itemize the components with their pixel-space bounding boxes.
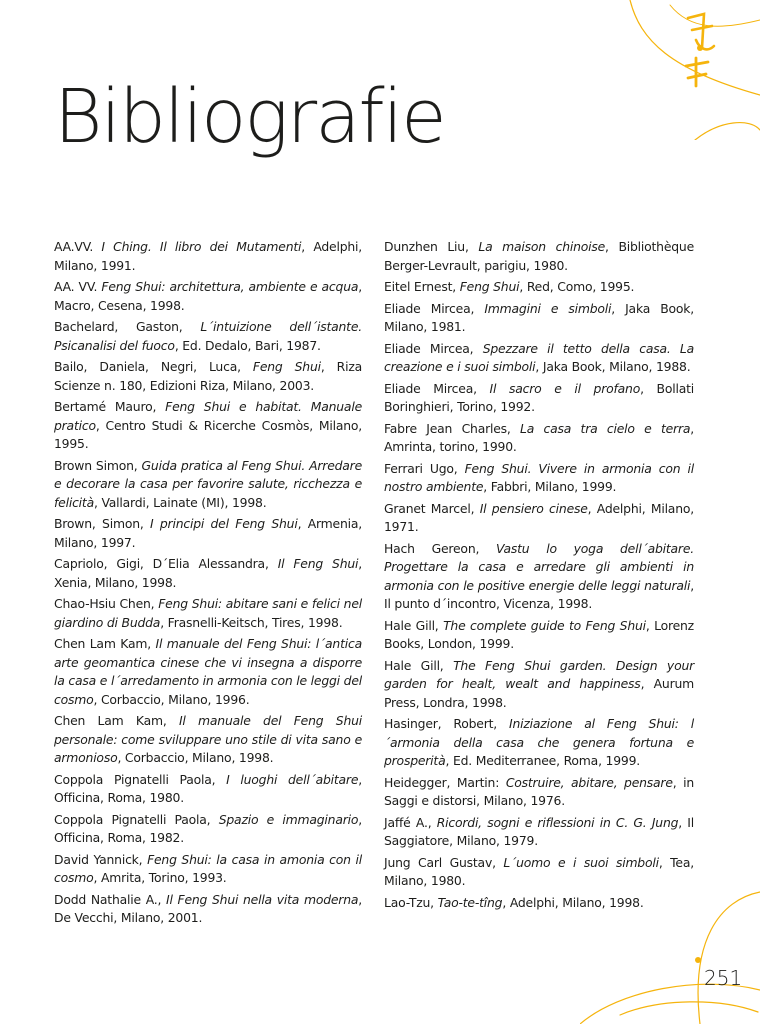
entry-title: La maison chinoise bbox=[478, 239, 606, 254]
bibliography-entry bbox=[54, 851, 362, 888]
bibliography-entry bbox=[384, 814, 694, 851]
bibliography-entry bbox=[54, 595, 362, 632]
entry-text: Hasinger, Robert, bbox=[384, 716, 509, 731]
entry-title: Feng Shui: architettura, ambiente e acqua bbox=[101, 279, 359, 294]
entry-text: , Ed. Dedalo, Bari, 1987. bbox=[174, 337, 321, 353]
bibliography-entry bbox=[54, 515, 362, 552]
entry-title: I Ching. Il libro dei Mutamenti bbox=[101, 239, 302, 254]
entry-title: Immagini e simboli bbox=[484, 300, 612, 316]
bibliography-entry bbox=[54, 635, 362, 709]
entry-text: Hach Gereon, bbox=[384, 540, 496, 556]
page-number: 251 bbox=[704, 966, 743, 990]
bibliography-entry bbox=[384, 278, 694, 297]
bibliography-entry bbox=[54, 457, 362, 513]
entry-text: , Aurum Press, Londra, 1998. bbox=[384, 676, 694, 710]
entry-text: Dunzhen Liu, bbox=[384, 239, 479, 254]
entry-text: Chen Lam Kam, bbox=[54, 636, 156, 651]
bibliography-entry bbox=[384, 238, 694, 275]
entry-text: , Corbaccio, Milano, 1996. bbox=[93, 691, 250, 707]
entry-title: Il manuale del Feng Shui: l´antica arte geomantica cinese che vi insegna a disporre la casa e l´arredamento in armonia con le leggi del cosmo bbox=[54, 636, 362, 707]
entry-title: Feng Shui bbox=[459, 279, 520, 294]
entry-title: Il pensiero cinese bbox=[479, 500, 588, 516]
page-title: Bibliografie bbox=[54, 74, 445, 160]
entry-title: Il manuale del Feng Shui personale: come sviluppare uno stile di vita sano e armonioso bbox=[54, 713, 362, 765]
bibliography-entry bbox=[54, 771, 362, 808]
entry-text: , Bibliothèque Berger-Levrault, parigiu, 1980. bbox=[384, 239, 694, 273]
entry-title: Tao-te-tîng bbox=[437, 894, 503, 910]
entry-text: , Bollati Boringhieri, Torino, 1992. bbox=[384, 380, 694, 414]
entry-text: , Officina, Roma, 1982. bbox=[54, 811, 362, 845]
bibliography-entry bbox=[384, 340, 694, 377]
entry-title: Feng Shui bbox=[252, 359, 321, 374]
entry-text: , Armenia, Milano, 1997. bbox=[54, 516, 363, 550]
entry-text: Eliade Mircea, bbox=[384, 380, 490, 396]
bibliography-entry bbox=[54, 398, 362, 454]
entry-text: , Red, Como, 1995. bbox=[519, 279, 635, 294]
entry-text: , Lorenz Books, London, 1999. bbox=[384, 617, 694, 651]
entry-text: Hale Gill, bbox=[384, 617, 444, 633]
entry-text: , Jaka Book, Milano, 1988. bbox=[535, 359, 691, 374]
entry-title: La casa tra cielo e terra bbox=[520, 420, 691, 436]
entry-text: , Riza Scienze n. 180, Edizioni Riza, Milano, 2003. bbox=[54, 359, 363, 393]
entry-text: , Jaka Book, Milano, 1981. bbox=[384, 300, 694, 334]
bibliography-entry bbox=[384, 540, 694, 614]
entry-text: Coppola Pignatelli Paola, bbox=[54, 811, 219, 827]
bibliography-entry bbox=[54, 555, 362, 592]
bibliography-entry bbox=[384, 657, 694, 713]
bibliography-entry bbox=[384, 300, 694, 337]
entry-text: , Amrinta, torino, 1990. bbox=[384, 420, 694, 454]
bibliography-entry bbox=[54, 278, 362, 315]
entry-text: , Ed. Mediterranee, Roma, 1999. bbox=[445, 753, 641, 768]
entry-text: , Adelphi, Milano, 1991. bbox=[54, 239, 363, 273]
entry-text: Dodd Nathalie A., bbox=[54, 891, 167, 907]
entry-title: Feng Shui. Vivere in armonia con il nostro ambiente bbox=[384, 460, 694, 494]
entry-text: Bailo, Daniela, Negri, Luca, bbox=[54, 359, 253, 374]
entry-text: Fabre Jean Charles, bbox=[384, 420, 521, 436]
entry-title: Guida pratica al Feng Shui. Arredare e decorare la casa per favorire salute, ricchezza e felicità bbox=[54, 457, 363, 510]
entry-text: Ferrari Ugo, bbox=[384, 460, 465, 476]
entry-text: , Xenia, Milano, 1998. bbox=[54, 556, 362, 590]
entry-title: I luoghi dell´abitare bbox=[226, 771, 359, 787]
entry-title: Costruire, abitare, pensare bbox=[505, 774, 673, 790]
entry-text: Capriolo, Gigi, D´Elia Alessandra, bbox=[54, 556, 278, 571]
entry-text: , Amrita, Torino, 1993. bbox=[93, 870, 227, 885]
bibliography-entry bbox=[384, 380, 694, 417]
entry-title: Il Feng Shui nella vita moderna bbox=[166, 891, 359, 907]
bibliography-entry bbox=[384, 420, 694, 457]
bibliography-entry bbox=[54, 318, 362, 355]
entry-title: L´uomo e i suoi simboli bbox=[503, 854, 659, 870]
entry-text: , Il Saggiatore, Milano, 1979. bbox=[384, 814, 694, 848]
entry-text: , Officina, Roma, 1980. bbox=[54, 771, 362, 805]
entry-text: Lao-Tzu, bbox=[384, 894, 438, 910]
bibliography-column-right bbox=[384, 238, 694, 915]
entry-text: , Vallardi, Lainate (MI), 1998. bbox=[93, 494, 267, 510]
entry-text: AA. VV. bbox=[54, 279, 102, 294]
calligraphy-ornament-top bbox=[600, 0, 760, 140]
entry-title: Feng Shui e habitat. Manuale pratico bbox=[54, 399, 362, 433]
entry-text: , Centro Studi & Ricerche Cosmòs, Milano, 1995. bbox=[54, 417, 362, 451]
entry-title: Feng Shui: la casa in amonia con il cosmo bbox=[54, 851, 362, 885]
entry-title: Spazio e immaginario bbox=[218, 811, 359, 827]
entry-text: Granet Marcel, bbox=[384, 500, 480, 516]
entry-title: The Feng Shui garden. Design your garden for healt, wealt and happiness bbox=[384, 657, 694, 691]
bibliography-entry bbox=[384, 774, 694, 811]
bibliography-entry bbox=[384, 617, 694, 654]
entry-text: AA.VV. bbox=[54, 239, 102, 254]
entry-text: , Fabbri, Milano, 1999. bbox=[483, 479, 617, 494]
entry-title: Il Feng Shui bbox=[277, 556, 359, 571]
entry-text: Eitel Ernest, bbox=[384, 279, 460, 294]
entry-text: , Corbaccio, Milano, 1998. bbox=[117, 750, 274, 765]
entry-text: , Il punto d´incontro, Vicenza, 1998. bbox=[384, 577, 694, 611]
bibliography-column-left bbox=[54, 238, 362, 931]
bibliography-entry bbox=[384, 460, 694, 497]
bibliography-entry bbox=[54, 811, 362, 848]
entry-text: , Frasnelli-Keitsch, Tires, 1998. bbox=[160, 614, 343, 630]
entry-text: Chen Lam Kam, bbox=[54, 713, 179, 728]
entry-text: , Adelphi, Milano, 1998. bbox=[502, 894, 644, 910]
entry-title: Vastu lo yoga dell´abitare. Progettare la casa e arredare gli ambienti in armonia con le positive energie delle leggi naturali bbox=[384, 540, 694, 593]
bibliography-entry bbox=[384, 894, 694, 913]
entry-title: Ricordi, sogni e riflessioni in C. G. Jung bbox=[436, 814, 679, 830]
entry-text: David Yannick, bbox=[54, 851, 148, 867]
entry-title: Il sacro e il profano bbox=[489, 380, 641, 396]
bibliography-entry bbox=[384, 715, 694, 771]
bibliography-entry bbox=[54, 358, 362, 395]
bibliography-entry bbox=[384, 854, 694, 891]
entry-text: Bertamé Mauro, bbox=[54, 399, 166, 414]
entry-title: Feng Shui: abitare sani e felici nel giardino di Budda bbox=[54, 596, 363, 630]
entry-text: , Adelphi, Milano, 1971. bbox=[384, 500, 694, 534]
bibliography-entry bbox=[384, 500, 694, 537]
bibliography-entry bbox=[54, 238, 362, 275]
entry-text: Eliade Mircea, bbox=[384, 300, 485, 316]
entry-title: I principi del Feng Shui bbox=[150, 516, 298, 531]
entry-text: , Macro, Cesena, 1998. bbox=[54, 279, 363, 313]
entry-text: Bachelard, Gaston, bbox=[54, 319, 201, 334]
entry-title: Iniziazione al Feng Shui: l´armonia della casa che genera fortuna e prosperità bbox=[384, 716, 694, 768]
entry-title: The complete guide to Feng Shui bbox=[443, 617, 646, 633]
bibliography-entry bbox=[54, 891, 362, 928]
entry-text: Heidegger, Martin: bbox=[384, 774, 506, 790]
entry-title: Spezzare il tetto della casa. La creazione e i suoi simboli bbox=[384, 340, 694, 374]
entry-text: , in Saggi e distorsi, Milano, 1976. bbox=[384, 774, 695, 808]
entry-text: Eliade Mircea, bbox=[384, 340, 483, 356]
bibliography-entry bbox=[54, 712, 362, 768]
entry-text: Brown Simon, bbox=[54, 457, 142, 473]
entry-text: Jung Carl Gustav, bbox=[384, 854, 504, 870]
entry-text: Coppola Pignatelli Paola, bbox=[54, 771, 227, 787]
entry-text: Chao-Hsiu Chen, bbox=[54, 596, 159, 611]
entry-text: Brown, Simon, bbox=[54, 516, 151, 531]
entry-text: , De Vecchi, Milano, 2001. bbox=[54, 891, 362, 925]
entry-text: Hale Gill, bbox=[384, 657, 454, 673]
entry-title: L´intuizione dell´istante. Psicanalisi del fuoco bbox=[54, 319, 362, 353]
entry-text: , Tea, Milano, 1980. bbox=[384, 854, 694, 888]
entry-text: Jaffé A., bbox=[384, 814, 437, 830]
